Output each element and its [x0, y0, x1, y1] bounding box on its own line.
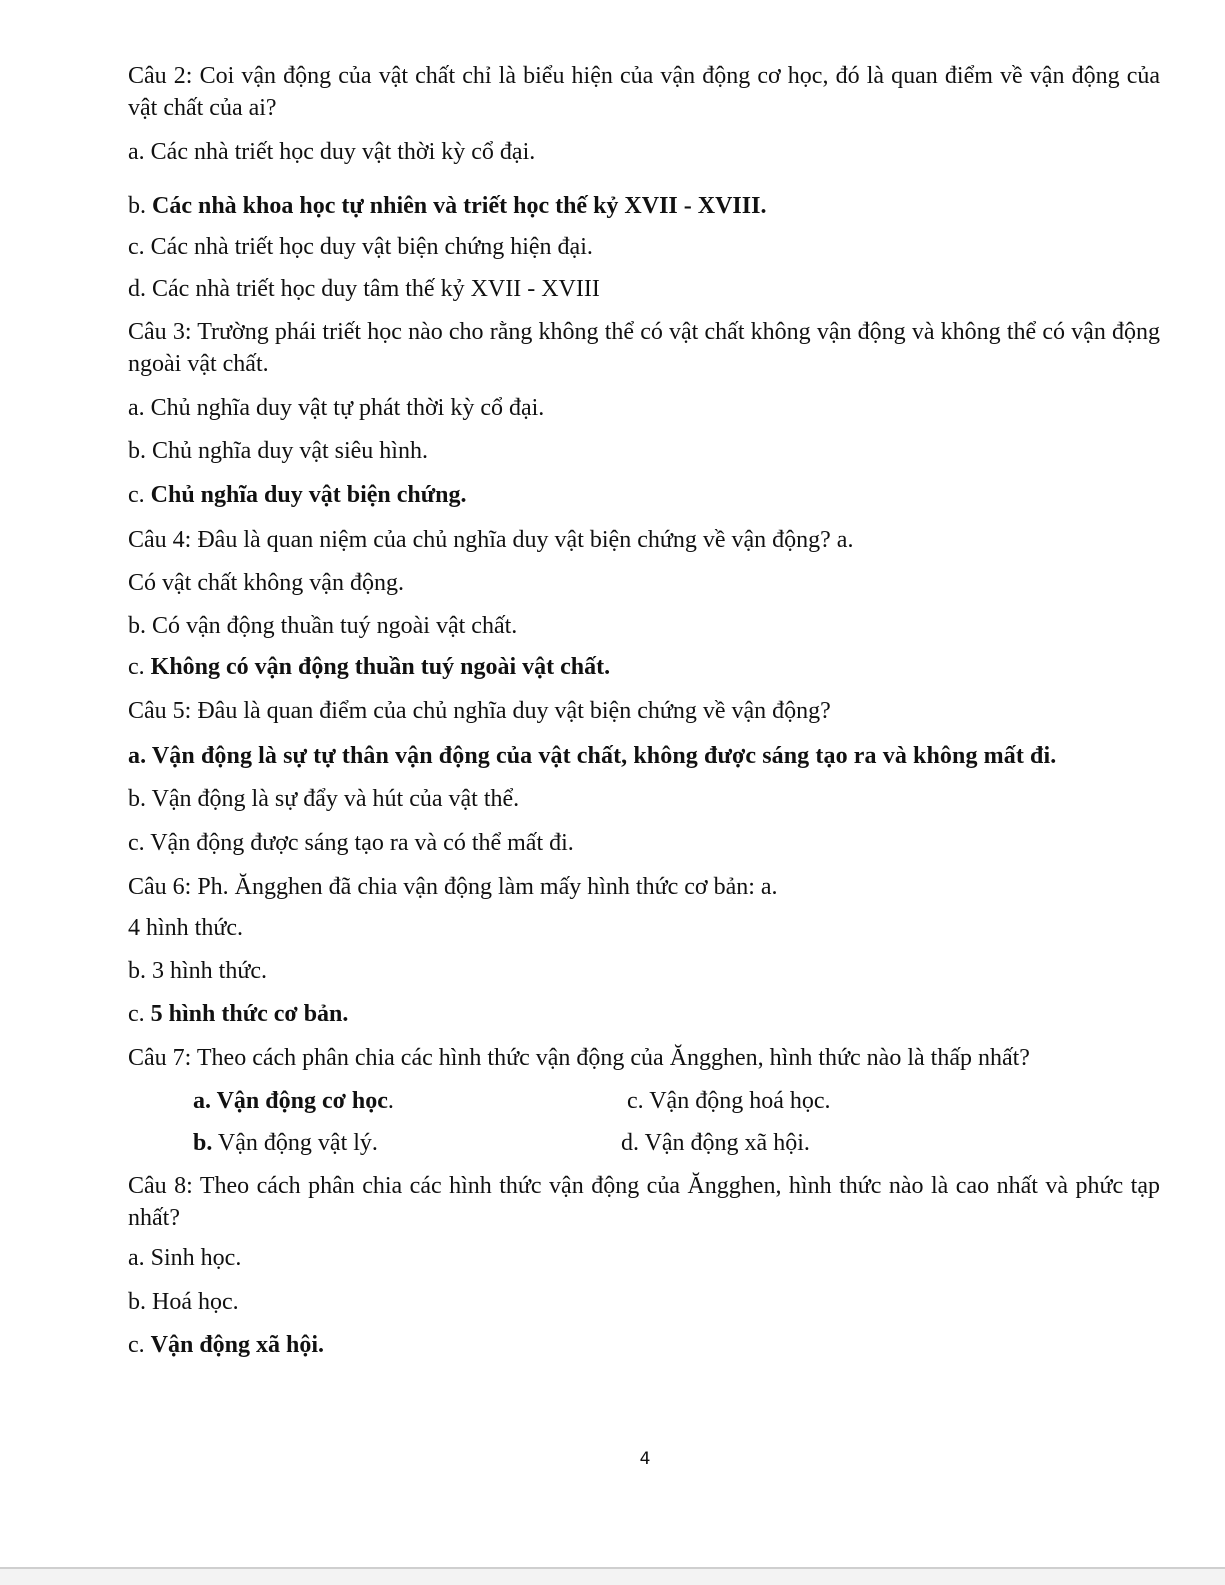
question-2-option-a: a. Các nhà triết học duy vật thời kỳ cổ đại. [128, 139, 536, 165]
option-prefix: c. [128, 1332, 151, 1358]
option-prefix: b. [128, 193, 152, 219]
question-3-option-b: b. Chủ nghĩa duy vật siêu hình. [128, 438, 428, 464]
page-bottom-edge [0, 1569, 1225, 1585]
option-prefix: c. [128, 1001, 151, 1027]
question-3-option-c [128, 479, 1160, 511]
question-8-text: Câu 8: Theo cách phân chia các hình thức vận động của Ăngghen, hình thức nào là cao nhất và phức tạp nhất? [128, 1173, 1160, 1231]
answer-text: Các nhà khoa học tự nhiên và triết học thế kỷ XVII - XVIII. [152, 193, 767, 219]
question-6-option-b: b. 3 hình thức. [128, 958, 267, 984]
question-4-text: Câu 4: Đâu là quan niệm của chủ nghĩa duy vật biện chứng về vận động? a. [128, 527, 854, 553]
question-8-option-c [128, 1329, 1160, 1361]
option-tail: . [387, 1088, 394, 1114]
question-8-option-a: a. Sinh học. [128, 1245, 242, 1271]
question-6-option-c [128, 998, 1160, 1030]
question-7-text: Câu 7: Theo cách phân chia các hình thức vận động của Ăngghen, hình thức nào là thấp nhất? [128, 1045, 1030, 1071]
option-prefix: b. [193, 1130, 213, 1156]
question-5-text: Câu 5: Đâu là quan điểm của chủ nghĩa duy vật biện chứng về vận động? [128, 698, 831, 724]
answer-text: a. Vận động cơ học [193, 1088, 388, 1114]
question-2-option-c: c. Các nhà triết học duy vật biện chứng hiện đại. [128, 234, 593, 260]
question-6-option-a: 4 hình thức. [128, 915, 243, 941]
question-4-option-c [128, 651, 1160, 683]
question-7-option-d: d. Vận động xã hội. [621, 1130, 810, 1156]
question-4-option-b: b. Có vận động thuần tuý ngoài vật chất. [128, 613, 518, 639]
question-7-option-b [193, 1127, 613, 1159]
question-3-text: Câu 3: Trường phái triết học nào cho rằng không thể có vật chất không vận động và không thể có vận động ngoài vật chất. [128, 319, 1160, 377]
answer-text: Vận động xã hội. [150, 1332, 325, 1358]
question-3-option-a: a. Chủ nghĩa duy vật tự phát thời kỳ cổ đại. [128, 395, 545, 421]
question-7-option-c: c. Vận động hoá học. [627, 1088, 831, 1114]
answer-text: 5 hình thức cơ bản. [150, 1001, 349, 1027]
question-2-option-d: d. Các nhà triết học duy tâm thế kỷ XVII - XVIII [128, 276, 600, 302]
option-prefix: c. [128, 482, 151, 508]
option-prefix: c. [128, 654, 151, 680]
option-text: Vận động vật lý. [212, 1130, 378, 1156]
page-number: 4 [639, 1449, 651, 1469]
answer-text: Chủ nghĩa duy vật biện chứng. [150, 482, 467, 508]
question-8-option-b: b. Hoá học. [128, 1289, 239, 1315]
question-5-option-b: b. Vận động là sự đẩy và hút của vật thể. [128, 786, 520, 812]
question-2-option-b [128, 190, 1160, 222]
question-2-text: Câu 2: Coi vận động của vật chất chỉ là biểu hiện của vận động cơ học, đó là quan điểm về vận động của vật chất của ai? [128, 63, 1160, 121]
question-7-option-a [193, 1085, 613, 1117]
question-6-text: Câu 6: Ph. Ăngghen đã chia vận động làm mấy hình thức cơ bản: a. [128, 874, 778, 900]
question-5-option-c: c. Vận động được sáng tạo ra và có thể mất đi. [128, 830, 574, 856]
answer-text: Không có vận động thuần tuý ngoài vật chất. [150, 654, 611, 680]
question-5-option-a: a. Vận động là sự tự thân vận động của vật chất, không được sáng tạo ra và không mất đi. [128, 743, 1057, 769]
question-4-option-a: Có vật chất không vận động. [128, 570, 404, 596]
